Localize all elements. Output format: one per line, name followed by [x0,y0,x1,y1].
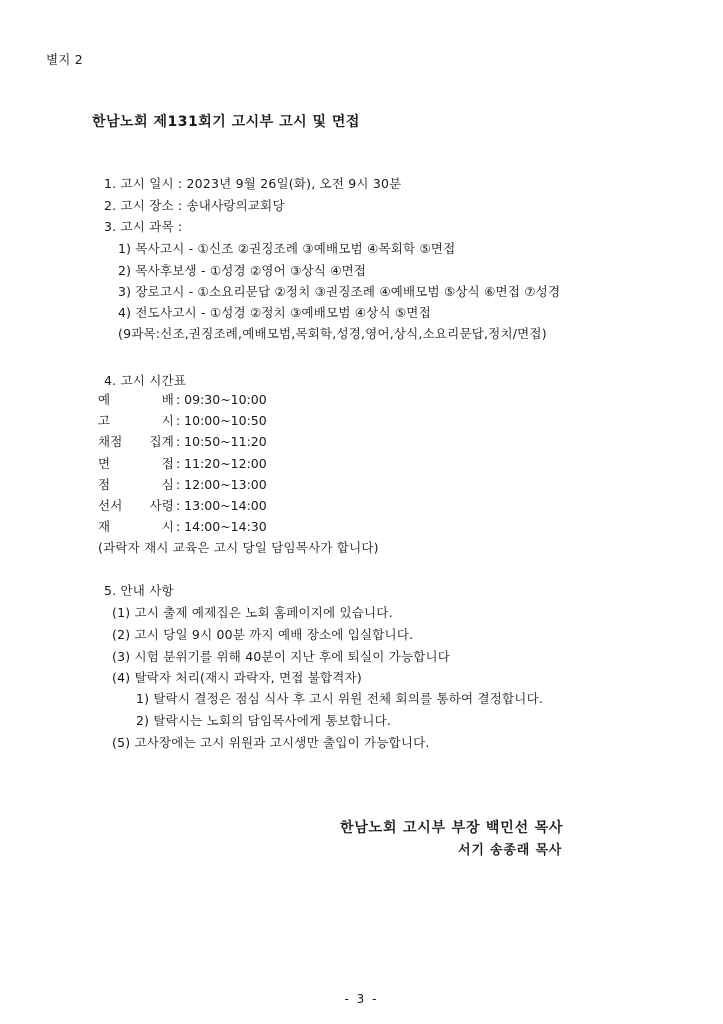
schedule-label-part: 심 [161,477,174,492]
schedule-label-part: 배 [161,392,174,407]
schedule-label-part: 집계 [149,434,174,449]
schedule-label-part: 고 [98,413,111,428]
subject-line: 3) 장로고시 - ①소요리문답 ②정치 ③권징조례 ④예배모범 ⑤상식 ⑥면접 ⑦성경 [118,284,561,299]
guide-subitem: 2) 탈락시는 노회의 담임목사에게 통보합니다. [136,713,392,728]
schedule-time: : 12:00~13:00 [176,477,267,492]
schedule-label [98,498,174,514]
schedule-label-part: 접 [161,456,174,471]
schedule-note: (과락자 재시 교육은 고시 당일 담임목사가 합니다) [98,540,379,555]
document-title: 한남노회 제131회기 고시부 고시 및 면접 [92,114,360,130]
schedule-label-part: 점 [98,477,111,492]
schedule-label [98,413,174,429]
schedule-label-part: 시 [161,413,174,428]
schedule-time: : 10:50~11:20 [176,434,267,449]
exam-date: 1. 고시 일시 : 2023년 9월 26일(화), 오전 9시 30분 [104,176,402,191]
subjects-note: (9과목:신조,권징조례,예배모범,목회학,성경,영어,상식,소요리문답,정치/면접) [118,326,547,341]
guide-item: (5) 고사장에는 고시 위원과 고시생만 출입이 가능합니다. [112,735,430,750]
schedule-label [98,434,174,450]
schedule-label [98,519,174,535]
guide-item: (1) 고시 출제 예제집은 노회 홈페이지에 있습니다. [112,605,393,620]
guide-item: (3) 시험 분위기를 위해 40분이 지난 후에 퇴실이 가능합니다 [112,649,451,664]
schedule-label-part: 재 [98,519,111,534]
page-number: - 3 - [344,992,379,1006]
exam-place: 2. 고시 장소 : 송내사랑의교회당 [104,198,285,213]
schedule-label [98,392,174,408]
signature-secretary: 서기 송종래 목사 [458,843,563,858]
subject-line: 2) 목사후보생 - ①성경 ②영어 ③상식 ④면접 [118,263,367,278]
schedule-heading: 4. 고시 시간표 [104,373,187,388]
guide-heading: 5. 안내 사항 [104,583,174,598]
schedule-label-part: 예 [98,392,111,407]
subject-line: 4) 전도사고시 - ①성경 ②정치 ③예배모범 ④상식 ⑤면접 [118,305,431,320]
guide-subitem: 1) 탈락시 결정은 점심 식사 후 고시 위원 전체 회의를 통하여 결정합니다. [136,691,544,706]
schedule-label-part: 사령 [149,498,174,513]
guide-item: (2) 고시 당일 9시 00분 까지 예배 장소에 입실합니다. [112,627,414,642]
schedule-label-part: 시 [161,519,174,534]
schedule-label-part: 채점 [98,434,123,449]
schedule-time: : 14:00~14:30 [176,519,267,534]
schedule-time: : 09:30~10:00 [176,392,267,407]
signature-chair: 한남노회 고시부 부장 백민선 목사 [340,820,564,836]
guide-item: (4) 탈락자 처리(재시 과락자, 면접 불합격자) [112,670,362,685]
schedule-time: : 13:00~14:00 [176,498,267,513]
schedule-time: : 11:20~12:00 [176,456,267,471]
subject-line: 1) 목사고시 - ①신조 ②권징조례 ③예배모범 ④목회학 ⑤면접 [118,241,456,256]
schedule-time: : 10:00~10:50 [176,413,267,428]
schedule-label-part: 면 [98,456,111,471]
schedule-label [98,477,174,493]
attachment-label: 별지 2 [46,52,83,67]
schedule-label-part: 선서 [98,498,123,513]
subjects-heading: 3. 고시 과목 : [104,219,183,234]
schedule-label [98,456,174,472]
